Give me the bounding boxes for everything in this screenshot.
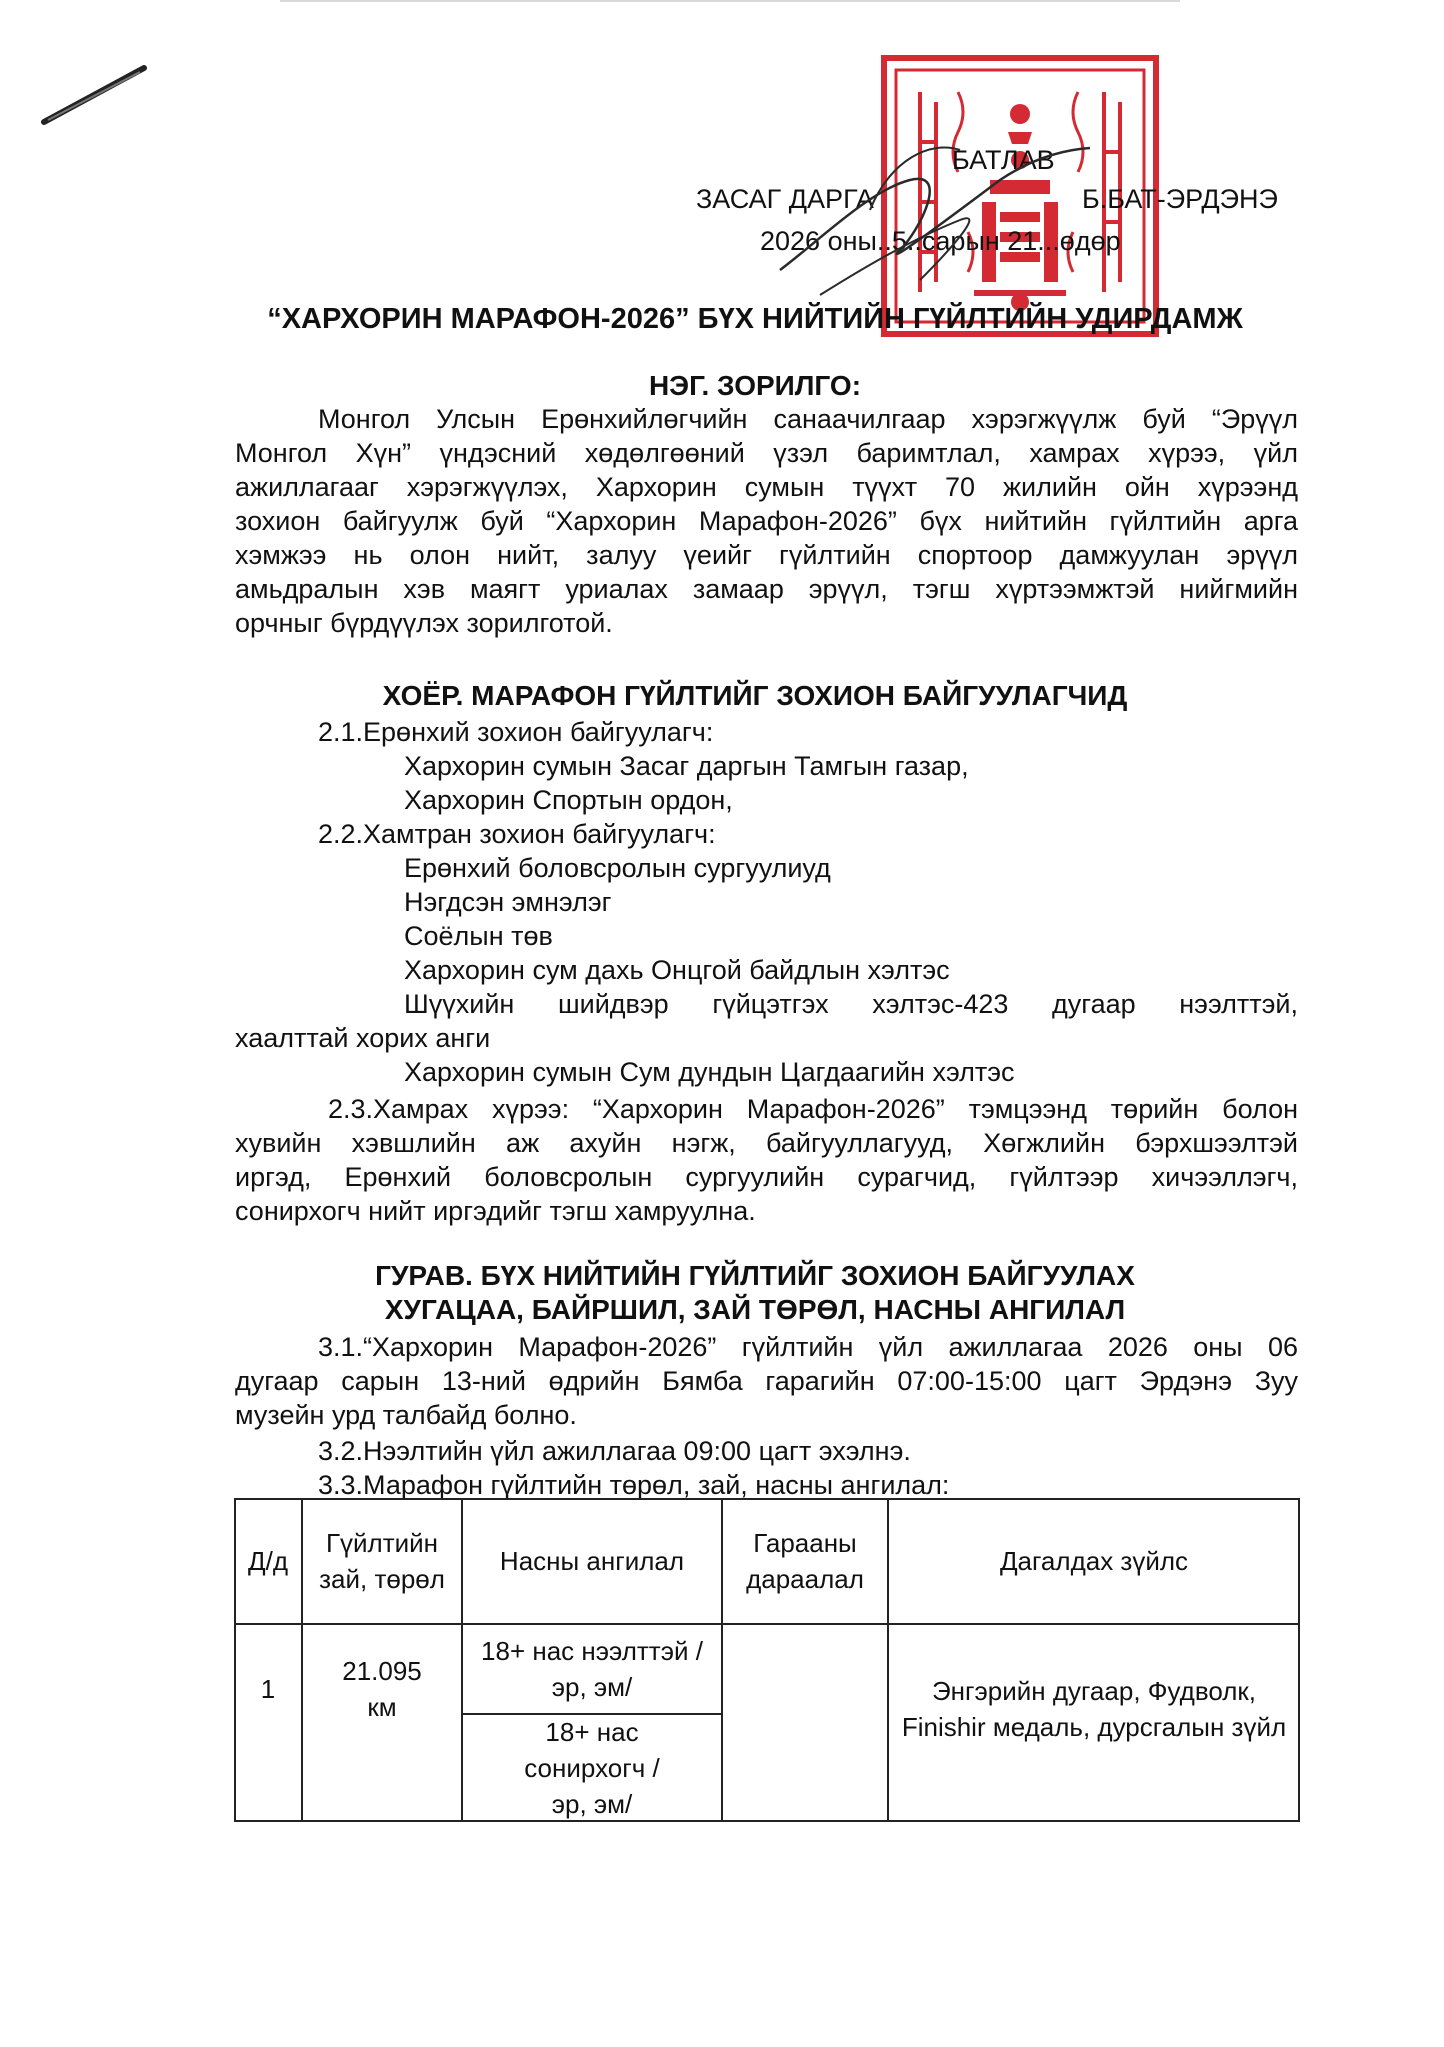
row-1-age-open: 18+ нас нээлттэй /эр, эм/ — [481, 1636, 703, 1702]
section-3-heading-1: ГУРАВ. БҮХ НИЙТИЙН ГҮЙЛТИЙГ ЗОХИОН БАЙГУУЛАХ — [375, 1260, 1135, 1291]
item-2-3-line-3: иргэд, Ерөнхий боловсролын сургуулийн сурагчид, гүйлтээр хичээллэгч, — [235, 1162, 1298, 1192]
item-3-1-line-3: музейн урд талбайд болно. — [235, 1400, 577, 1430]
row-1-distance: 21.095 км — [342, 1656, 422, 1722]
item-3-2: 3.2.Нээлтийн үйл ажиллагаа 09:00 цагт эхэлнэ. — [318, 1436, 911, 1466]
race-category-table — [234, 1498, 1300, 1822]
approve-label: БАТЛАВ — [952, 145, 1055, 175]
approver-name: Б.БАТ-ЭРДЭНЭ — [1082, 184, 1278, 214]
scan-edge-line — [280, 0, 1180, 2]
header-no: Д/д — [247, 1546, 288, 1576]
s1-line-2: Монгол Хүн” үндэсний хөдөлгөөний үзэл баримтлал, хамрах хүрээ, үйл — [235, 438, 1298, 468]
item-2-2-d: Хархорин сум дахь Онцгой байдлын хэлтэс — [404, 955, 950, 985]
pen-mark — [40, 60, 150, 130]
item-2-1-a: Хархорин сумын Засаг даргын Тамгын газар, — [404, 751, 969, 781]
document-title: “ХАРХОРИН МАРАФОН-2026” БҮХ НИЙТИЙН ГҮЙЛТИЙН УДИРДАМЖ — [267, 303, 1243, 335]
approval-date: 2026 оны..5..сарын 21...өдөр — [760, 226, 1121, 256]
item-3-3: 3.3.Марафон гүйлтийн төрөл, зай, насны ангилал: — [318, 1470, 950, 1500]
item-2-3-line-2: хувийн хэвшлийн аж ахуйн нэгж, байгууллагууд, Хөгжлийн бэрхшээлтэй — [235, 1128, 1298, 1158]
s1-line-7: орчныг бүрдүүлэх зорилготой. — [235, 608, 613, 638]
row-1-no: 1 — [260, 1674, 276, 1704]
item-2-2: 2.2.Хамтран зохион байгуулагч: — [318, 819, 716, 849]
s1-line-6: амьдралын хэв маягт уриалах замаар эрүүл, тэгш хүртээмжтэй нийгмийн — [235, 574, 1298, 604]
section-2-heading: ХОЁР. МАРАФОН ГҮЙЛТИЙГ ЗОХИОН БАЙГУУЛАГЧИД — [382, 680, 1128, 711]
item-2-2-f: Хархорин сумын Сум дундын Цагдаагийн хэлтэс — [404, 1057, 1015, 1087]
row-1-included-items: Энгэрийн дугаар, Фудволк, Finishir медаль, дурсгалын зүйл — [901, 1676, 1287, 1742]
item-2-2-c: Соёлын төв — [404, 921, 553, 951]
handwritten-signature — [760, 120, 1120, 310]
header-age-category: Насны ангилал — [499, 1546, 685, 1576]
section-1-heading: НЭГ. ЗОРИЛГО: — [648, 370, 862, 401]
section-3-heading-2: ХУГАЦАА, БАЙРШИЛ, ЗАЙ ТӨРӨЛ, НАСНЫ АНГИЛАЛ — [384, 1294, 1126, 1325]
item-2-3-line-1: 2.3.Хамрах хүрээ: “Хархорин Марафон-2026” тэмцээнд төрийн болон — [328, 1094, 1298, 1124]
header-start-order: Гарааны дараалал — [746, 1528, 864, 1594]
item-2-2-b: Нэгдсэн эмнэлэг — [404, 887, 612, 917]
item-2-1: 2.1.Ерөнхий зохион байгуулагч: — [318, 717, 714, 747]
item-2-1-b: Хархорин Спортын ордон, — [404, 785, 733, 815]
item-3-1-line-2: дугаар сарын 13-ний өдрийн Бямба гарагийн 07:00-15:00 цагт Эрдэнэ Зуу — [235, 1366, 1298, 1396]
item-2-2-e-line-2: хаалттай хорих анги — [235, 1023, 491, 1053]
item-2-3-line-4: сонирхогч нийт иргэдийг тэгш хамруулна. — [235, 1196, 756, 1226]
item-2-2-e-line-1: Шүүхийн шийдвэр гүйцэтгэх хэлтэс-423 дугаар нээлттэй, — [404, 989, 1298, 1019]
approver-position: ЗАСАГ ДАРГА — [696, 184, 874, 214]
row-1-start-order — [722, 1624, 888, 1822]
item-3-1-line-1: 3.1.“Хархорин Марафон-2026” гүйлтийн үйл ажиллагаа 2026 оны 06 — [318, 1332, 1298, 1362]
s1-line-5: хэмжээ нь олон нийт, залуу үеийг гүйлтийн спортоор дамжуулан эрүүл — [235, 540, 1298, 570]
s1-line-1: Монгол Улсын Ерөнхийлөгчийн санаачилгаар хэрэгжүүлж буй “Эрүүл — [318, 404, 1298, 434]
item-2-2-a: Ерөнхий боловсролын сургуулиуд — [404, 853, 831, 883]
header-included-items: Дагалдах зүйлс — [999, 1546, 1189, 1576]
s1-line-4: зохион байгуулж буй “Хархорин Марафон-2026” бүх нийтийн гүйлтийн арга — [235, 506, 1298, 536]
header-distance: Гүйлтийн зай, төрөл — [319, 1528, 445, 1594]
s1-line-3: ажиллагааг хэрэгжүүлэх, Хархорин сумын түүхт 70 жилийн ойн хүрээнд — [235, 472, 1298, 502]
row-1-age-amateur: 18+ нас сонирхогч /эр, эм/ — [524, 1717, 660, 1819]
